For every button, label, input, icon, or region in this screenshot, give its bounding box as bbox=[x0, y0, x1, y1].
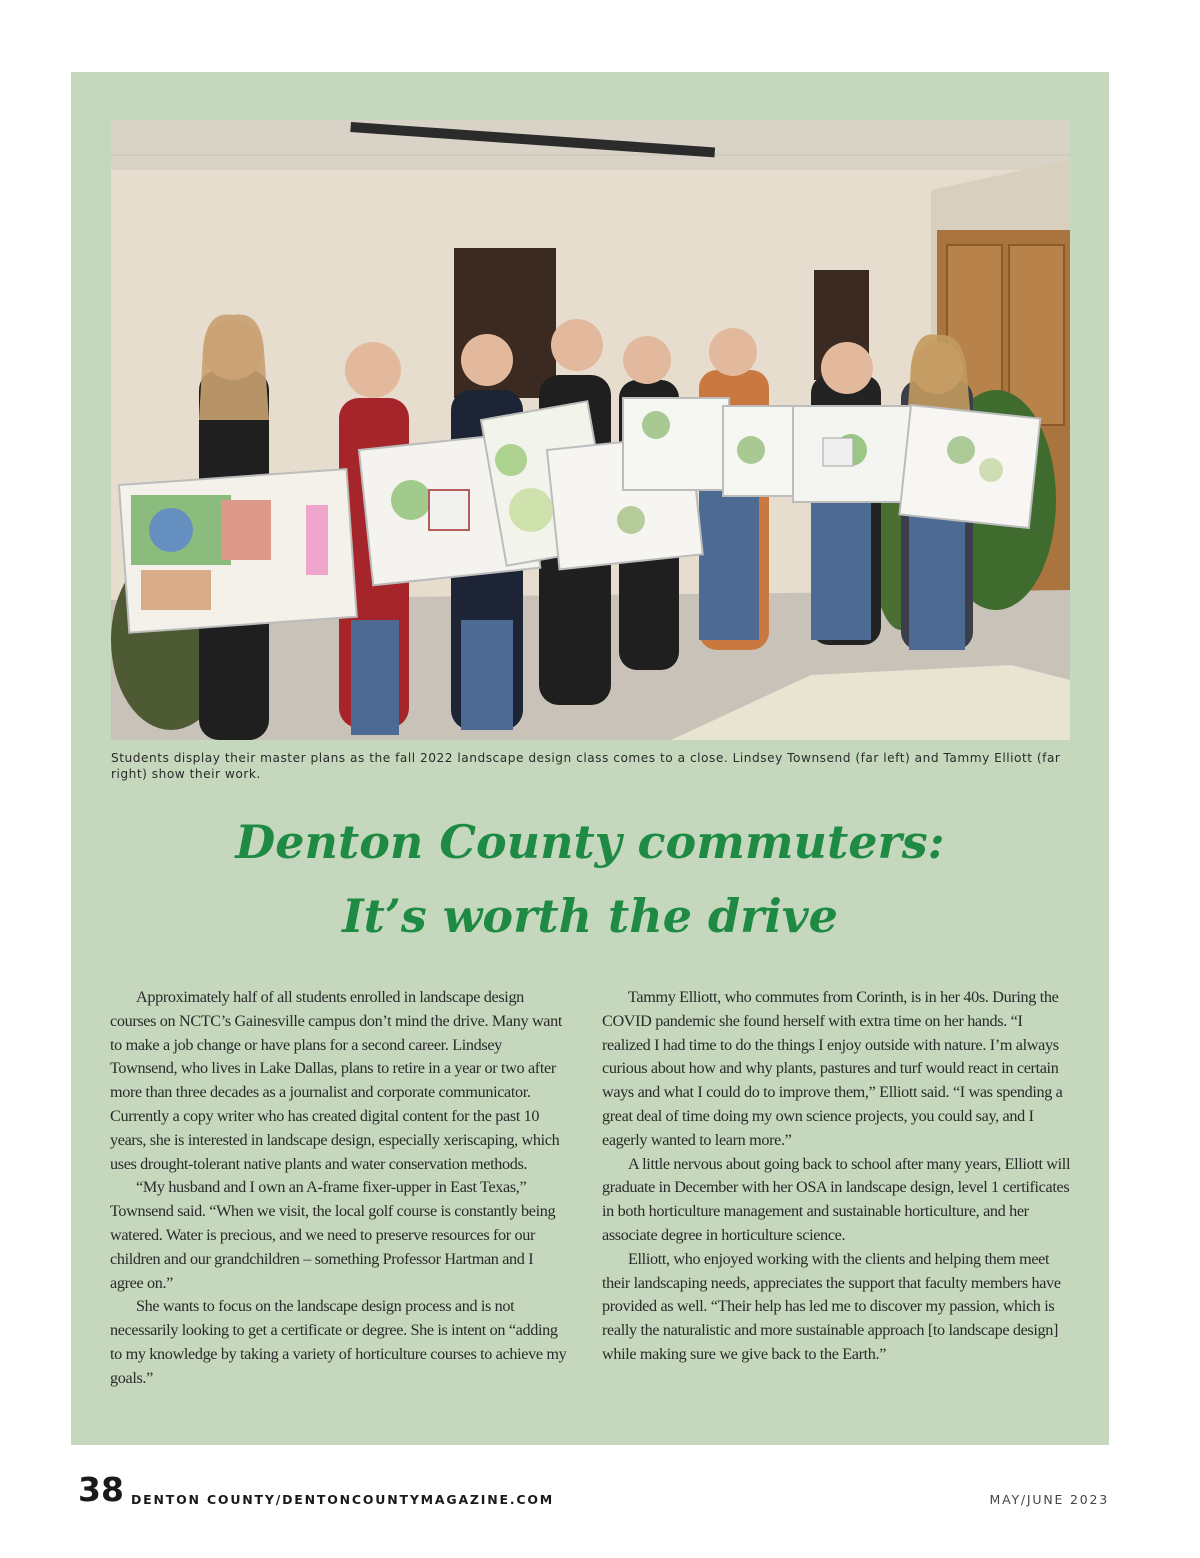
body-paragraph: A little nervous about going back to school after many years, Elliott will graduate in December with her OSA in landscape design, level 1 certificates in both horticulture management and sustainable horticulture, and her associate degree in horticulture science. bbox=[602, 1154, 1071, 1244]
issue-date: MAY/JUNE 2023 bbox=[989, 1492, 1109, 1507]
body-paragraph: Elliott, who enjoyed working with the clients and helping them meet their landscaping needs, appreciates the support that faculty members have provided as well. “Their help has led me to discover my passion, which is really the naturalistic and more sustainable approach [to landscape design] while making sure we give back to the Earth.” bbox=[602, 1249, 1061, 1363]
body-paragraph: “My husband and I own an A-frame fixer-upper in East Texas,” Townsend said. “When we visit, the local golf course is constantly being watered. Water is precious, and we need to preserve resources for our children and our grandchildren – something Professor Hartman and I agree on.” bbox=[110, 1178, 556, 1292]
body-paragraph: Tammy Elliott, who commutes from Corinth, is in her 40s. During the COVID pandemic she found herself with extra time on her hands. “I realized I had time to do the things I enjoy outside with nature. I’m always curious about how and why plants, pastures and turf would react in certain ways and what I could do to improve them,” Elliott said. “I was spending a great deal of time doing my own science projects, you could say, and I eagerly wanted to learn more.” bbox=[602, 988, 1063, 1149]
article-column-left bbox=[110, 986, 570, 1391]
page-number: 38 bbox=[78, 1470, 124, 1509]
headline-line-2: It’s worth the drive bbox=[342, 889, 838, 943]
class-photo bbox=[111, 120, 1070, 740]
article-panel bbox=[71, 72, 1109, 1445]
article-headline bbox=[71, 805, 1109, 953]
body-paragraph: She wants to focus on the landscape design process and is not necessarily looking to get a certificate or degree. She is intent on “adding to my knowledge by taking a variety of horticulture courses to achieve my goals.” bbox=[110, 1297, 567, 1387]
body-paragraph: Approximately half of all students enrolled in landscape design courses on NCTC’s Gainesville campus don’t mind the drive. Many want to make a job change or have plans for a second career. Lindsey Townsend, who lives in Lake Dallas, plans to retire in a year or two after more than three decades as a journalist and corporate communicator. Currently a copy writer who has created digital content for the past 10 years, she is interested in landscape design, especially xeriscaping, which uses drought-tolerant native plants and water conservation methods. bbox=[110, 988, 563, 1173]
publication-name: DENTON COUNTY/DENTONCOUNTYMAGAZINE.COM bbox=[131, 1492, 555, 1507]
photo-caption: Students display their master plans as the fall 2022 landscape design class comes to a close. Lindsey Townsend (far left) and Tammy Elliott (far right) show their work. bbox=[111, 751, 1061, 781]
headline-line-1: Denton County commuters: bbox=[235, 815, 945, 869]
article-column-right bbox=[602, 986, 1071, 1367]
students-photo-illustration bbox=[111, 120, 1070, 740]
